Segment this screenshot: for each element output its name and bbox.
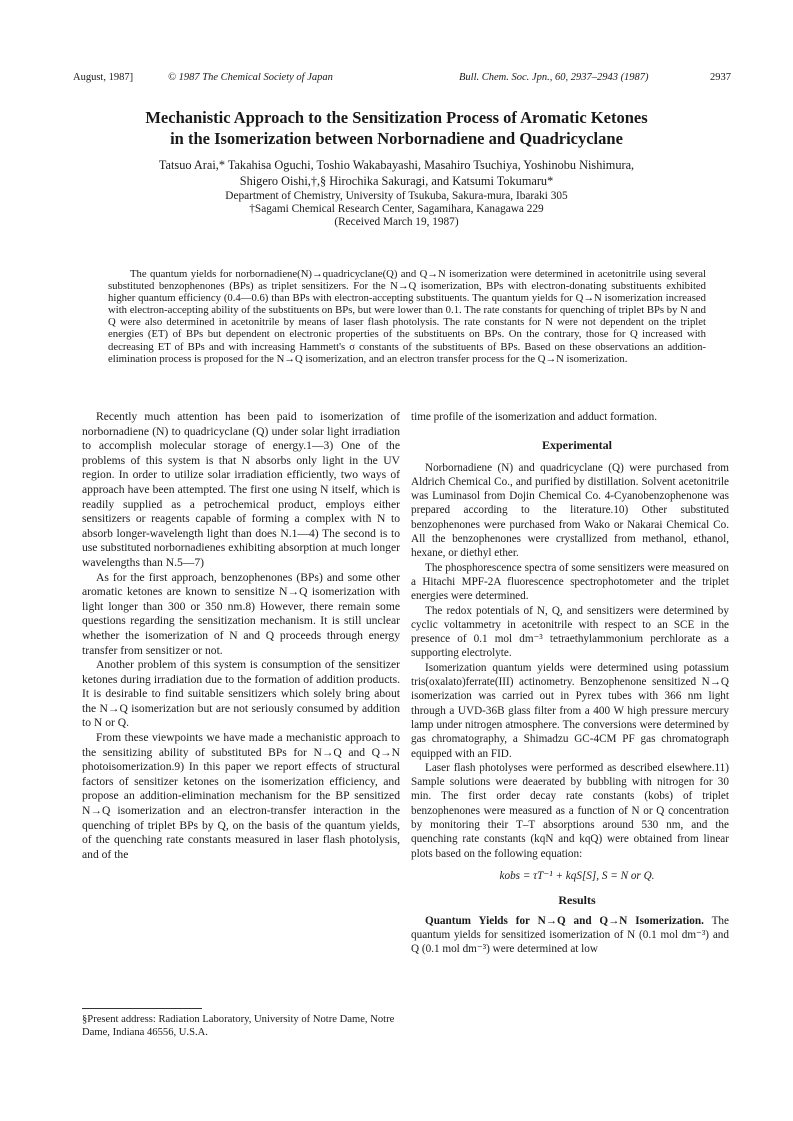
- running-header-journal: Bull. Chem. Soc. Jpn., 60, 2937–2943 (1987): [459, 72, 649, 83]
- authors-line1: Tatsuo Arai,* Takahisa Oguchi, Toshio Wakabayashi, Masahiro Tsuchiya, Yoshinobu Nishimura,: [158, 158, 635, 172]
- body-paragraph: As for the first approach, benzophenones (BPs) and some other aromatic ketones are known to sensitize N→Q isomerization with light longer than 300 or 350 nm.8) However, there remain some questions regarding the sensitization mechanism. It is still unclear whether the isomerization of N and Q proceeds through energy transfer from sensitizer or not.: [82, 570, 400, 657]
- footnote: §Present address: Radiation Laboratory, University of Notre Dame, Notre Dame, Indiana 46556, U.S.A.: [82, 1014, 395, 1038]
- abstract-text: The quantum yields for norbornadiene(N)→quadricyclane(Q) and Q→N isomerization were determined in acetonitrile using several substituted benzophenones (BPs) as triplet sensitizers. For the N→Q isomerization, BPs with electron-donating substituents exhibited higher quantum efficiency (0.4—0.6) than BPs with electron-accepting substituents. The quantum yields for Q→N isomerization increased with electron-accepting ability of the substituents on BPs, but were lower than 0.1. The rate constants for quenching of triplet BPs by N and Q were also determined in acetonitrile by means of laser flash photolysis. The rate constants for N were not dependent on the triplet energies (ET) of BPs but dependent on electronic properties of the substituents on BPs. On the contrary, those for Q increased with decreasing ET of BPs and with increasing Hammett's σ constants of the substituents of BPs. Based on these observations an addition-elimination process is proposed for the N→Q isomerization, and an electron transfer process for the Q→N isomerization.: [108, 268, 706, 365]
- body-paragraph: Another problem of this system is consumption of the sensitizer ketones during irradiation due to the formation of addition products. It is desirable to find suitable sensitizers which solely bring about the N→Q isomerization but are not seriously consumed by addition to N or Q.: [82, 658, 400, 730]
- results-paragraph: [411, 914, 729, 957]
- article-title-line1: Mechanistic Approach to the Sensitization Process of Aromatic Ketones: [145, 108, 648, 127]
- results-heading: Results: [558, 893, 596, 908]
- results-text: The quantum yields for sensitized isomerization of N (0.1 mol dm⁻³) and Q (0.1 mol dm⁻³) were determined at low: [411, 914, 729, 956]
- left-column: [82, 410, 400, 862]
- body-paragraph: From these viewpoints we have made a mechanistic approach to the sensitizing ability of substituted BPs for N→Q and Q→N photoisomerization.9) In this paper we report effects of structural factors of sensitizer ketones on the isomerization efficiency, and propose an addition-elimination mechanism for the BP sensitized N→Q isomerization and an electron-transfer interaction in the quenching of triplet BPs by Q, on the basis of the quantum yields, of the quenching rate constants measured in laser flash photolysis, and of the: [82, 731, 400, 861]
- experimental-paragraph: The phosphorescence spectra of some sensitizers were measured on a Hitachi MPF-2A fluorescence spectrophotometer and the triplet energies were determined.: [411, 561, 729, 603]
- received-date: (Received March 19, 1987): [334, 216, 459, 228]
- experimental-paragraph: Isomerization quantum yields were determined using potassium tris(oxalato)ferrate(III) actinometry. Benzophenone sensitized N→Q isomerization was carried out in Pyrex tubes with 366 nm light through a UVD-36B glass filter from a 400 W high pressure mercury lamp under nitrogen atmosphere. The conversions were determined by gas chromatography, a Shimadzu GC-4CM PF gas chromatograph equipped with an FID.: [411, 661, 729, 760]
- running-header-copyright: © 1987 The Chemical Society of Japan: [168, 72, 333, 83]
- authors-line2: Shigero Oishi,†,§ Hirochika Sakuragi, and Katsumi Tokumaru*: [239, 174, 554, 188]
- experimental-paragraph: Laser flash photolyses were performed as described elsewhere.11) Sample solutions were deaerated by bubbling with nitrogen for 30 min. The first order decay rate constants (kobs) of triplet benzophenones were measured as a function of N or Q concentration by monitoring their T–T absorptions around 530 nm, and the quenching rate constants (kqN and kqQ) were obtained from linear plots based on the following equation:: [411, 761, 729, 860]
- affiliation-sagami: †Sagami Chemical Research Center, Sagamihara, Kanagawa 229: [249, 203, 544, 215]
- right-column: [411, 410, 729, 956]
- affiliation-tsukuba: Department of Chemistry, University of Tsukuba, Sakura-mura, Ibaraki 305: [225, 190, 568, 202]
- experimental-paragraph: Norbornadiene (N) and quadricyclane (Q) were purchased from Aldrich Chemical Co., and purified by distillation. Solvent acetonitrile was Luminasol from Dojin Chemical Co. 4-Cyanobenzophenone was prepared according to the literature.10) Other substituted benzophenones were purchased from Wako or Nakarai Chemical Co. All the benzophenones were crystallized from methanol, ethanol, hexane, or diethyl ether.: [411, 461, 729, 560]
- rate-equation: kobs = τT⁻¹ + kqS[S], S = N or Q.: [499, 869, 655, 882]
- article-title-line2: in the Isomerization between Norbornadiene and Quadricyclane: [170, 129, 623, 148]
- body-paragraph: Recently much attention has been paid to isomerization of norbornadiene (N) to quadricyclane (Q) under solar light irradiation to accomplish molecular storage of energy.1—3) One of the problems of this system is that N absorbs only light in the UV region. In order to utilize solar irradiation efficiently, two ways of approach have been attempted. The first one using N itself, which is readily supplied as a petrochemical product, employs either sensitizers or reagents capable of forming a complex with N to absorb longer-wavelength light than does N.1—4) The second is to use substituted norbornadienes exhibiting absorption at much longer wavelengths than N.5—7): [82, 410, 400, 569]
- continuation-text: time profile of the isomerization and adduct formation.: [411, 411, 658, 423]
- abstract: [108, 268, 706, 365]
- page-number: 2937: [710, 72, 731, 83]
- experimental-heading: Experimental: [542, 438, 612, 453]
- experimental-paragraph: The redox potentials of N, Q, and sensitizers were determined by cyclic voltammetry in acetonitrile with respect to an SCE in the presence of 0.1 mol dm⁻³ tetraethylammonium perchlorate as a supporting electrolyte.: [411, 604, 729, 660]
- footnote-rule: [82, 1008, 202, 1009]
- results-subheading: Quantum Yields for N→Q and Q→N Isomerization.: [425, 914, 704, 927]
- running-header-date: August, 1987]: [73, 72, 134, 83]
